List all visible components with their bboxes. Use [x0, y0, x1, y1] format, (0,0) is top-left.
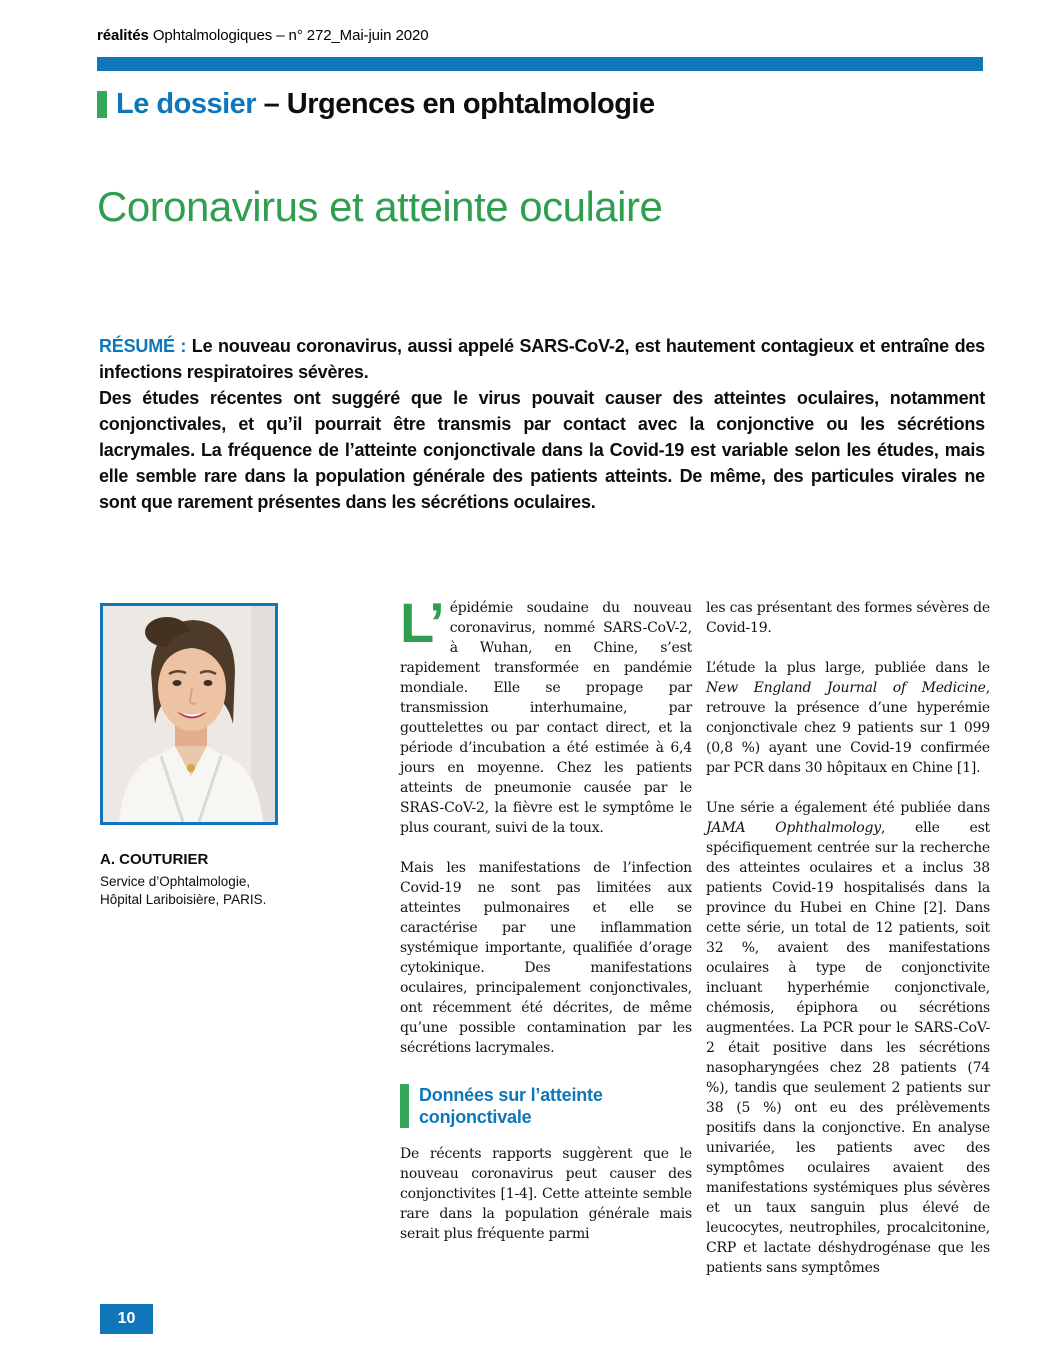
journal-brand: réalités — [97, 27, 149, 44]
resume-text-1: Le nouveau coronavirus, aussi appelé SARS-CoV-2, est hautement contagieux et entraîne des infections respiratoires sévères. — [99, 336, 985, 382]
paragraph — [706, 798, 990, 1278]
paragraph-text: L’étude la plus large, publiée dans le — [706, 660, 990, 676]
dossier-label: Le dossier — [116, 88, 257, 120]
resume-label: RÉSUMÉ : — [99, 336, 187, 356]
paragraph-text: Une série a également été publiée dans — [706, 800, 990, 816]
resume-paragraph-2: Des études récentes ont suggéré que le virus pouvait causer des atteintes oculaires, notamment conjonctivales, et qu’il pourrait être transmis par contact avec la conjonctive ou les sécrétions lacrymales. La fréquence de l’atteinte conjonctivale dans la Covid-19 est variable selon les études, mais elle semble rare dans la population générale des patients atteints. De même, des particules virales ne sont que rarement présentes dans les sécrétions oculaires. — [99, 388, 985, 512]
author-block — [100, 851, 266, 909]
author-photo — [100, 603, 278, 825]
journal-name-italic: New England Journal of Medicine — [706, 680, 986, 696]
body-column-1 — [400, 591, 692, 1264]
section-heading — [400, 1084, 692, 1128]
author-name: A. COUTURIER — [100, 851, 209, 868]
resume-block — [99, 333, 985, 515]
journal-issue: Ophtalmologiques – n° 272_Mai-juin 2020 — [148, 27, 429, 44]
page-number: 10 — [100, 1304, 153, 1334]
paragraph: les cas présentant des formes sévères de Covid-19. — [706, 600, 990, 636]
resume-paragraph-1 — [99, 333, 985, 385]
paragraph-text: , retrouve la présence d’une hyperémie conjonctivale chez 9 patients sur 1 099 (0,8 %) ayant une Covid-19 confirmée par PCR dans 30 hôpitaux en Chine [1]. — [706, 680, 990, 776]
author-portrait-illustration — [103, 606, 275, 822]
paragraph-intro-text: épidémie soudaine du nouveau coronavirus, nommé SARS-CoV-2, à Wuhan, en Chine, s’est rapidement transformée en pandémie mondiale. Elle se propage par transmission interhumaine, par gouttelettes ou par contact direct, et la période d’incubation a été estimée à 6,4 jours en moyenne. Chez les patients atteints de pneumonie causée par le SRAS-CoV-2, la fièvre est le symptôme le plus courant, suivi de la toux. — [400, 600, 692, 836]
journal-header — [97, 27, 428, 44]
body-column-2 — [706, 598, 990, 1298]
green-accent-bar-icon — [97, 91, 107, 118]
paragraph-text: , elle est spécifiquement centrée sur la recherche des atteintes oculaires et a inclus 38 patients Covid-19 hospitalisés dans la province du Hubei en Chine [2]. Dans cette série, un total de 12 patients, soit 32 %, avaient des manifestations oculaires à type de conjonctivite incluant hyperhémie conjonctivale, chémosis, épiphora ou sécrétions augmentées. La PCR pour le SARS-CoV-2 était positive dans les sécrétions nasopharyngées chez 28 patients (74 %), tandis que seulement 2 patients sur 38 (5 %) ont eu des prélèvements positifs dans la conjonctive. En analyse univariée, les patients avec des symptômes oculaires avaient des manifestations systémiques plus sévères et un taux sanguin plus élevé de leucocytes, neutrophiles, procalcitonine, CRP et lactate déshydrogénase que les patients sans symptômes — [706, 820, 990, 1276]
green-accent-bar-icon — [400, 1084, 409, 1128]
author-affiliation-line1: Service d’Ophtalmologie, — [100, 874, 251, 889]
paragraph-intro — [400, 591, 692, 838]
paragraph: Mais les manifestations de l’infection Covid-19 ne sont pas limitées aux atteintes pulmonaires et elle se caractérise par une inflammation systémique importante, qualifiée d’orage cytokinique. Des manifestations oculaires, principalement conjonctivales, ont récemment été décrites, de même qu’une possible contamination par les sécrétions lacrymales. — [400, 860, 692, 1056]
dropcap: L’ — [400, 591, 443, 654]
section-heading-text: Données sur l’atteinte conjonctivale — [419, 1085, 603, 1127]
dossier-subtitle: – Urgences en ophtalmologie — [256, 88, 655, 120]
dossier-heading — [97, 88, 655, 121]
article-title: Coronavirus et atteinte oculaire — [97, 183, 663, 230]
journal-name-italic: JAMA Ophthalmology — [706, 820, 881, 836]
paragraph: De récents rapports suggèrent que le nouveau coronavirus peut causer des conjonctivites [1-4]. Cette atteinte semble rare dans la population générale mais serait plus fréquente parmi — [400, 1146, 692, 1242]
paragraph — [706, 658, 990, 778]
author-affiliation-line2: Hôpital Lariboisière, PARIS. — [100, 892, 267, 907]
header-rule — [97, 57, 983, 71]
